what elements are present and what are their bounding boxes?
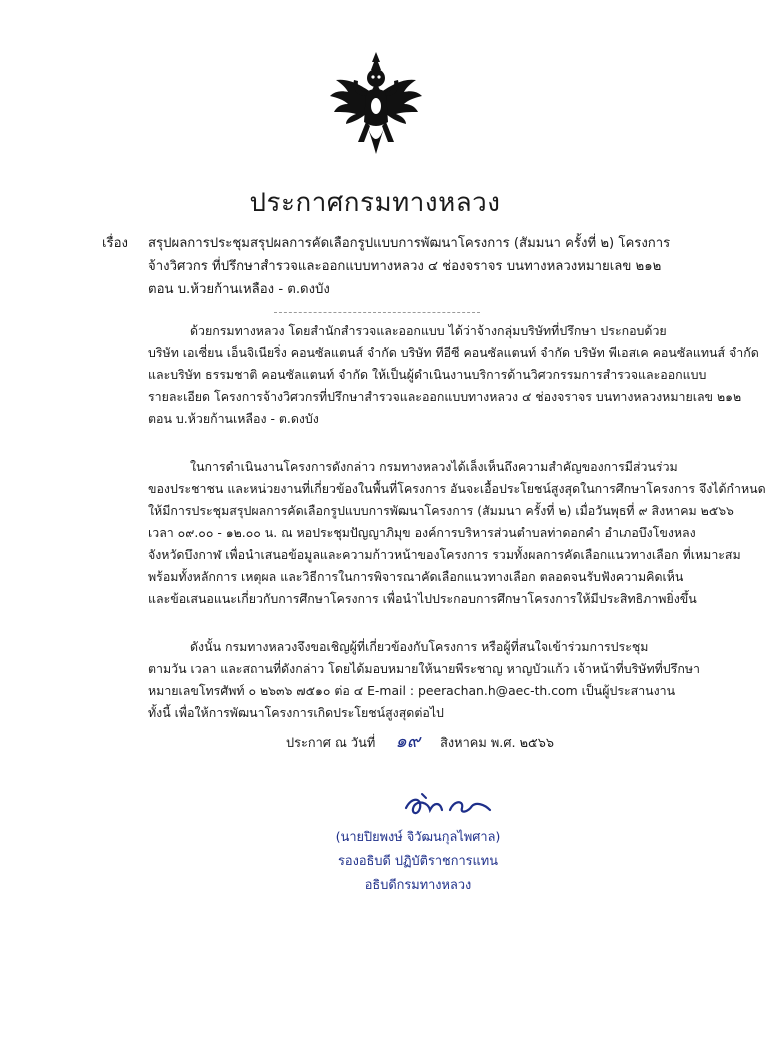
announcement-date xyxy=(286,726,554,755)
paragraph-line: หมายเลขโทรศัพท์ ๐ ๒๖๓๖ ๗๕๑๐ ต่อ ๔ E-mail : peerachan.h@aec-th.com เป็นผู้ประสานงาน xyxy=(148,683,676,698)
paragraph-line: และบริษัท ธรรมชาติ คอนซัลแตนท์ จำกัด ให้เป็นผู้ดำเนินงานบริการด้านวิศวกรรมการสำรวจและออกแบบ xyxy=(148,367,707,382)
paragraph-line: เวลา ๐๙.๐๐ - ๑๒.๐๐ น. ณ หอประชุมปัญญาภิมุข องค์การบริหารส่วนตำบลท่าดอกคำ อำเภอบึงโขงหลง xyxy=(148,525,696,540)
subject-label: เรื่อง xyxy=(102,236,128,251)
signer-position: รองอธิบดี ปฏิบัติราชการแทน xyxy=(338,854,498,869)
signer-name: (นายปิยพงษ์ จิวัฒนกุลไพศาล) xyxy=(335,830,501,845)
divider xyxy=(274,312,480,313)
paragraph-line: และข้อเสนอแนะเกี่ยวกับการศึกษาโครงการ เพื่อนำไปประกอบการศึกษาโครงการให้มีประสิทธิภาพยิ่งขึ้น xyxy=(148,591,697,606)
garuda-emblem-icon xyxy=(328,50,424,156)
paragraph-intro xyxy=(148,320,759,430)
announce-prefix: ประกาศ ณ วันที่ xyxy=(286,736,376,751)
subject-text xyxy=(148,232,688,301)
handwritten-signature xyxy=(400,788,496,822)
subject-line: ตอน บ.ห้วยก้านเหลือง - ต.ดงบัง xyxy=(148,282,330,297)
announce-day: ๑๙ xyxy=(395,731,420,752)
page-title: ประกาศกรมทางหลวง xyxy=(249,188,501,218)
paragraph-line: พร้อมทั้งหลักการ เหตุผล และวิธีการในการพิจารณาคัดเลือกแนวทางเลือก ตลอดจนรับฟังความคิดเห็น xyxy=(148,569,684,584)
announce-suffix: สิงหาคม พ.ศ. ๒๕๖๖ xyxy=(440,736,554,751)
paragraph-line: ให้มีการประชุมสรุปผลการคัดเลือกรูปแบบการพัฒนาโครงการ (สัมมนา ครั้งที่ ๒) เมื่อวันพุธที่ ๙ สิงหาคม ๒๕๖๖ xyxy=(148,503,734,518)
paragraph-line: รายละเอียด โครงการจ้างวิศวกรที่ปรึกษาสำรวจและออกแบบทางหลวง ๔ ช่องจราจร บนทางหลวงหมายเลข ๒๑๒ xyxy=(148,389,742,404)
paragraph-line: จังหวัดบึงกาฬ เพื่อนำเสนอข้อมูลและความก้าวหน้าของโครงการ รวมทั้งผลการคัดเลือกแนวทางเลือก ที่เหมาะสม xyxy=(148,547,741,562)
paragraph-line: ของประชาชน และหน่วยงานที่เกี่ยวข้องในพื้นที่โครงการ อันจะเอื้อประโยชน์สูงสุดในการศึกษาโครงการ จึงได้กำหนด xyxy=(148,481,766,496)
subject-line: สรุปผลการประชุมสรุปผลการคัดเลือกรูปแบบการพัฒนาโครงการ (สัมมนา ครั้งที่ ๒) โครงการ xyxy=(148,236,671,251)
paragraph-meeting xyxy=(148,456,766,610)
signer-office: อธิบดีกรมทางหลวง xyxy=(364,878,472,893)
paragraph-line: บริษัท เอเซี่ยน เอ็นจิเนียริ่ง คอนซัลแตนส์ จำกัด บริษัท ทีอีซี คอนซัลแตนท์ จำกัด บริษัท พีเอสเค คอนซัลแทนส์ จำกัด xyxy=(148,345,759,360)
paragraph-line: ตอน บ.ห้วยก้านเหลือง - ต.ดงบัง xyxy=(148,411,319,426)
paragraph-line: ตามวัน เวลา และสถานที่ดังกล่าว โดยได้มอบหมายให้นายพีระชาญ หาญบัวแก้ว เจ้าหน้าที่บริษัทที่ปรึกษา xyxy=(148,661,700,676)
subject-line: จ้างวิศวกร ที่ปรึกษาสำรวจและออกแบบทางหลวง ๔ ช่องจราจร บนทางหลวงหมายเลข ๒๑๒ xyxy=(148,259,662,274)
paragraph-line: ทั้งนี้ เพื่อให้การพัฒนาโครงการเกิดประโยชน์สูงสุดต่อไป xyxy=(148,705,444,720)
paragraph-line: ในการดำเนินงานโครงการดังกล่าว กรมทางหลวงได้เล็งเห็นถึงความสำคัญของการมีส่วนร่วม xyxy=(190,459,678,474)
paragraph-line: ด้วยกรมทางหลวง โดยสำนักสำรวจและออกแบบ ได้ว่าจ้างกลุ่มบริษัทที่ปรึกษา ประกอบด้วย xyxy=(190,323,667,338)
paragraph-invitation xyxy=(148,636,700,724)
paragraph-line: ดังนั้น กรมทางหลวงจึงขอเชิญผู้ที่เกี่ยวข้องกับโครงการ หรือผู้ที่สนใจเข้าร่วมการประชุม xyxy=(190,639,649,654)
